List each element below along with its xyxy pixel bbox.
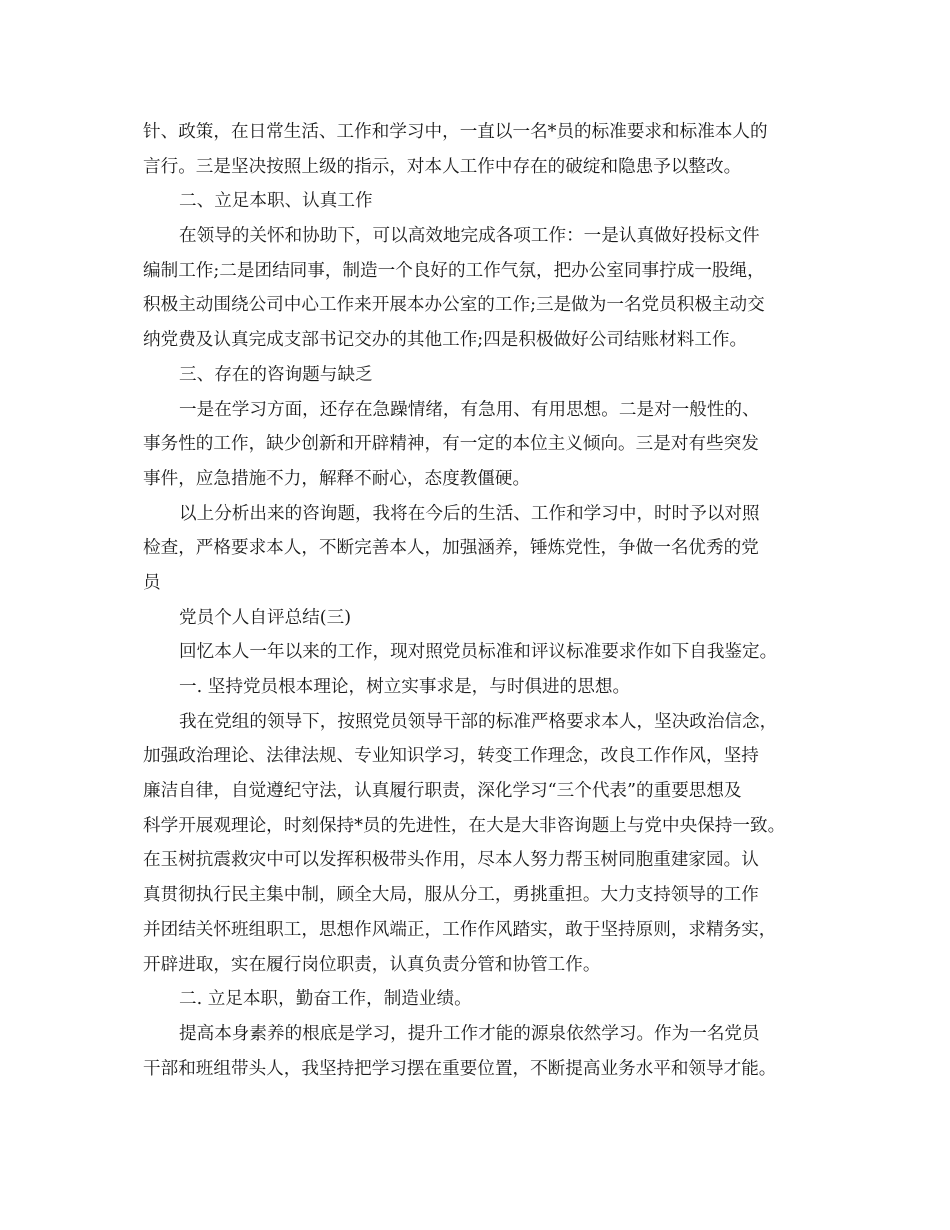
section-title: 党员个人自评总结(三) — [179, 607, 352, 628]
text-line: 事务性的工作，缺少创新和开辟精神，有一定的本位主义倾向。三是对有些突发 — [143, 434, 759, 455]
text-line: 针、政策，在日常生活、工作和学习中，一直以一名*员的标准要求和标准本人的 — [143, 122, 768, 142]
text-line: 回忆本人一年以来的工作，现对照党员标准和评议标准要求作如下自我鉴定。 — [179, 642, 778, 663]
text-line: 真贯彻执行民主集中制，顾全大局，服从分工，勇挑重担。大力支持领导的工作 — [143, 885, 759, 906]
text-line: 廉洁自律，自觉遵纪守法，认真履行职责，深化学习“三个代表”的重要思想及 — [143, 781, 742, 802]
section-heading: 一. 坚持党员根本理论，树立实事求是，与时俱进的思想。 — [179, 677, 631, 697]
text-line: 员 — [143, 572, 161, 593]
text-line: 在领导的关怀和协助下，可以高效地完成各项工作：一是认真做好投标文件 — [179, 226, 760, 247]
text-line: 积极主动围绕公司中心工作来开展本办公室的工作;三是做为一名党员积极主动交 — [143, 295, 765, 316]
section-heading: 二、立足本职、认真工作 — [179, 191, 373, 212]
text-line: 纳党费及认真完成支部书记交办的其他工作;四是积极做好公司结账材料工作。 — [143, 330, 748, 351]
text-line: 一是在学习方面，还存在急躁情绪，有急用、有用思想。二是对一般性的、 — [179, 399, 760, 420]
text-line: 加强政治理论、法律法规、专业知识学习，转变工作理念，改良工作作风，坚持 — [143, 746, 759, 767]
text-line: 编制工作;二是团结同事，制造一个良好的工作气氛，把办公室同事拧成一股绳， — [143, 260, 765, 281]
text-line: 事件，应急措施不力，解释不耐心，态度教僵硬。 — [143, 468, 531, 489]
document-body — [143, 115, 823, 1086]
text-line: 在玉树抗震救灾中可以发挥积极带头作用，尽本人努力帮玉树同胞重建家园。认 — [143, 850, 759, 871]
text-line: 提高本身素养的根底是学习，提升工作才能的源泉依然学习。作为一名党员 — [179, 1023, 760, 1044]
text-line: 并团结关怀班组职工，思想作风端正，工作作风踏实，敢于坚持原则，求精务实， — [143, 919, 777, 940]
text-line: 以上分析出来的咨询题，我将在今后的生活、工作和学习中，时时予以对照 — [179, 503, 760, 524]
section-heading: 二. 立足本职，勤奋工作，制造业绩。 — [179, 989, 472, 1010]
text-line: 干部和班组带头人，我坚持把学习摆在重要位置，不断提高业务水平和领导才能。 — [143, 1058, 777, 1079]
section-heading: 三、存在的咨询题与缺乏 — [179, 364, 373, 385]
text-line: 开辟进取，实在履行岗位职责，认真负责分管和协管工作。 — [143, 954, 601, 975]
text-line: 科学开展观理论，时刻保持*员的先进性，在大是大非咨询题上与党中央保持一致。 — [143, 815, 786, 836]
text-line: 言行。三是坚决按照上级的指示，对本人工作中存在的破绽和隐患予以整改。 — [143, 156, 742, 177]
text-line: 检查，严格要求本人，不断完善本人，加强涵养，锤炼党性，争做一名优秀的党 — [143, 538, 759, 559]
text-line: 我在党组的领导下，按照党员领导干部的标准严格要求本人，坚决政治信念， — [179, 711, 778, 732]
